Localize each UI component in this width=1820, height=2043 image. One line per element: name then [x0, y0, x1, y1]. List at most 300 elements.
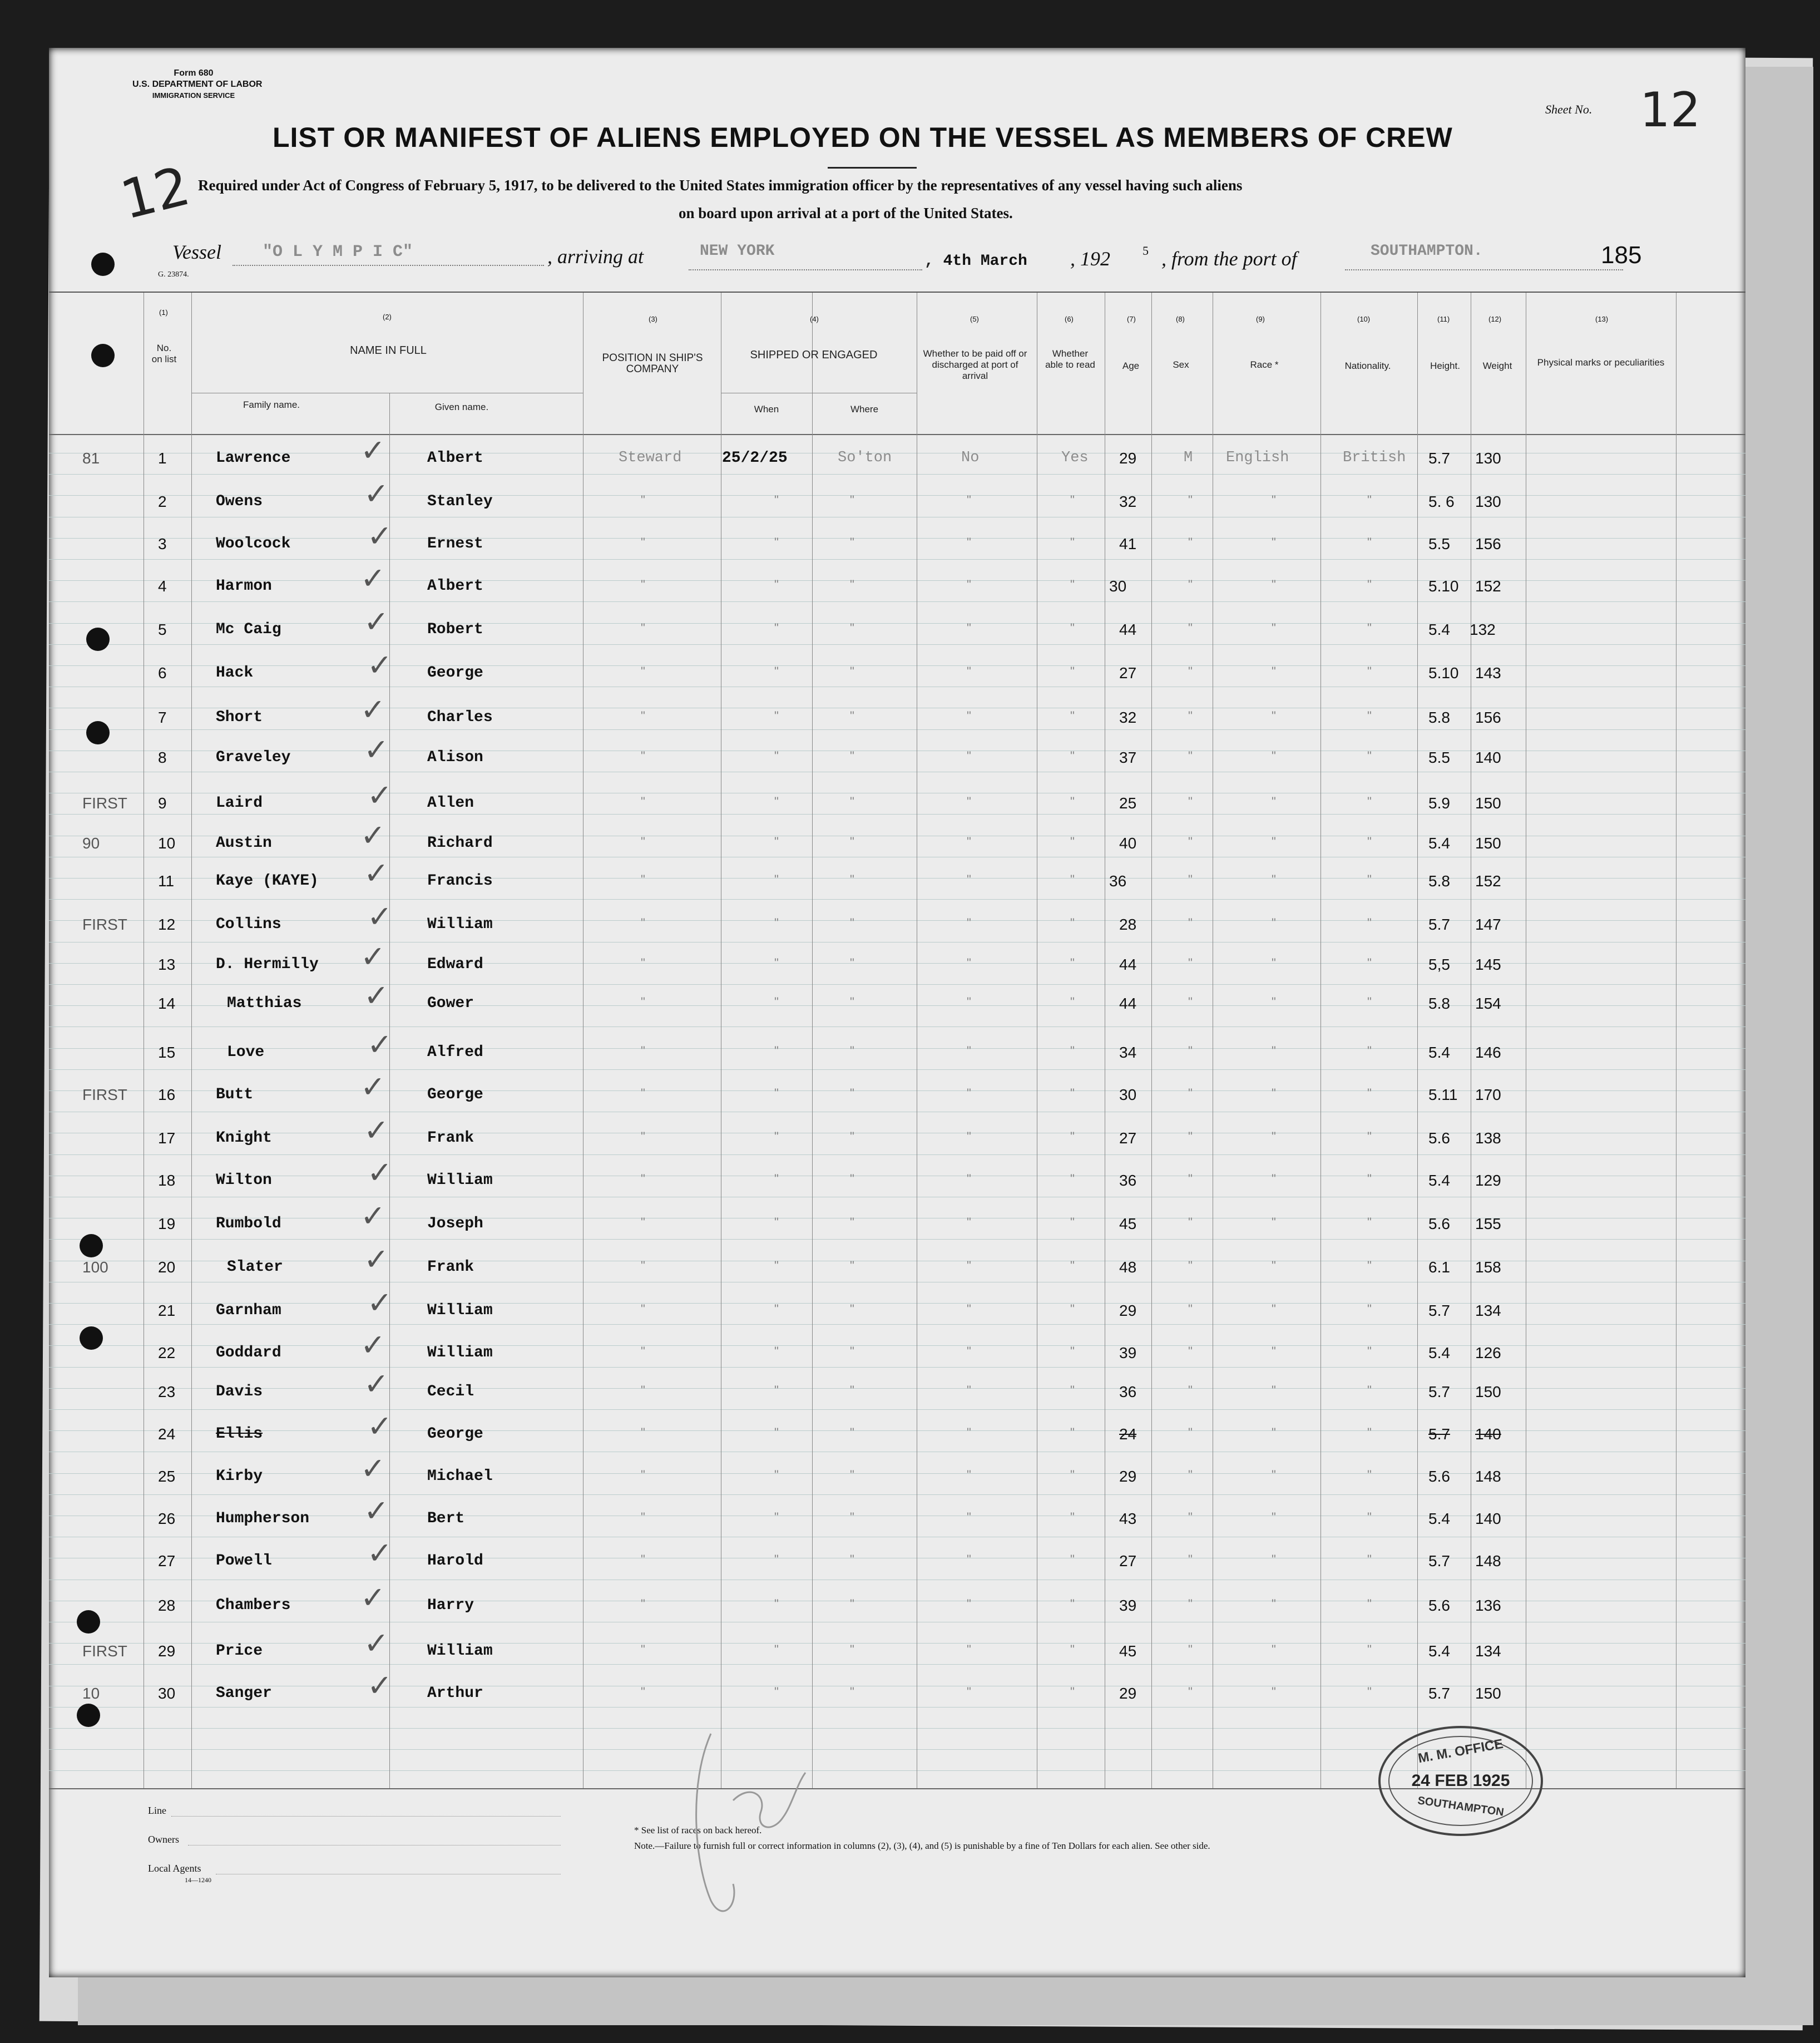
position-ditto: "	[641, 995, 645, 1009]
read-ditto: "	[1070, 1468, 1075, 1482]
table-row	[49, 561, 1745, 600]
table-row	[49, 604, 1745, 643]
given-name: Harry	[427, 1597, 474, 1614]
table-row	[49, 939, 1745, 978]
table-row	[49, 692, 1745, 731]
race-ditto: "	[1272, 794, 1276, 808]
nationality-ditto: "	[1367, 621, 1372, 635]
race-ditto: "	[1272, 1510, 1276, 1524]
col7-label: Age	[1122, 361, 1140, 371]
race-ditto: "	[1272, 1086, 1276, 1100]
check-mark: ✓	[360, 1451, 386, 1486]
height: 5.9	[1428, 794, 1450, 812]
sex-ditto: "	[1188, 1215, 1193, 1229]
col9-number: (9)	[1256, 315, 1265, 323]
nationality-ditto: "	[1367, 1383, 1372, 1397]
height: 5.4	[1428, 1642, 1450, 1660]
check-mark: ✓	[364, 978, 389, 1013]
race-ditto: "	[1272, 1597, 1276, 1611]
read-ditto: "	[1070, 1552, 1075, 1566]
when-ditto: "	[774, 1383, 779, 1397]
position-ditto: "	[641, 835, 645, 848]
family-name: Short	[216, 709, 263, 726]
row-number: 11	[158, 872, 175, 890]
nationality-ditto: "	[1367, 835, 1372, 848]
row-number: 7	[158, 709, 167, 726]
age: 30	[1119, 1086, 1137, 1103]
age: 32	[1119, 493, 1137, 510]
nationality-ditto: "	[1367, 794, 1372, 808]
family-name: Wilton	[216, 1172, 272, 1189]
check-mark: ✓	[364, 732, 389, 767]
read-ditto: "	[1070, 1044, 1075, 1058]
given-name: George	[427, 1425, 483, 1443]
read-ditto: "	[1070, 621, 1075, 635]
table-row	[49, 1027, 1745, 1066]
height: 5.7	[1428, 1685, 1450, 1702]
paid-off-ditto: "	[967, 1086, 971, 1100]
position-ditto: "	[641, 1086, 645, 1100]
read-ditto: "	[1070, 578, 1075, 591]
nationality-ditto: "	[1367, 1044, 1372, 1058]
age: 27	[1119, 664, 1137, 682]
position-ditto: "	[641, 1552, 645, 1566]
given-name: Ernest	[427, 535, 483, 552]
family-name: Woolcock	[216, 535, 291, 552]
check-mark: ✓	[360, 818, 386, 853]
paid-off-ditto: "	[967, 1425, 971, 1439]
height: 5.6	[1428, 1468, 1450, 1485]
binder-hole	[80, 1234, 103, 1257]
when-ditto: "	[774, 794, 779, 808]
check-mark: ✓	[367, 778, 393, 813]
margin-annotation: FIRST	[82, 916, 127, 933]
race-ditto: "	[1272, 1302, 1276, 1316]
read-ditto: "	[1070, 1215, 1075, 1229]
sex-ditto: "	[1188, 1425, 1193, 1439]
when-ditto: "	[774, 916, 779, 930]
col4-when-label: When	[754, 404, 779, 414]
table-row	[49, 1328, 1745, 1366]
form-code: G. 23874.	[158, 270, 189, 279]
table-row	[49, 648, 1745, 687]
position-ditto: "	[641, 1425, 645, 1439]
col5-number: (5)	[970, 315, 979, 323]
when-ditto: "	[774, 493, 779, 507]
when-ditto: "	[774, 1215, 779, 1229]
where-ditto: "	[850, 1086, 854, 1100]
year-suffix: 5	[1143, 244, 1149, 258]
age: 34	[1119, 1044, 1137, 1061]
when-ditto: "	[774, 1086, 779, 1100]
col10-number: (10)	[1357, 315, 1371, 323]
when-ditto: "	[774, 1172, 779, 1186]
sex: M	[1184, 450, 1193, 466]
weight: 140	[1475, 1425, 1501, 1443]
row-number: 24	[158, 1425, 176, 1443]
height: 5.4	[1428, 1172, 1450, 1189]
read-ditto: "	[1070, 995, 1075, 1009]
race-ditto: "	[1272, 835, 1276, 848]
check-mark: ✓	[360, 939, 386, 974]
read-ditto: "	[1070, 1383, 1075, 1397]
where-ditto: "	[850, 1468, 854, 1482]
where-ditto: "	[850, 493, 854, 507]
age: 24	[1119, 1425, 1137, 1443]
col11-number: (11)	[1437, 315, 1450, 323]
nationality-ditto: "	[1367, 1129, 1372, 1143]
title-underline	[828, 167, 917, 169]
col12-number: (12)	[1488, 315, 1502, 323]
table-row	[49, 433, 1745, 472]
where-ditto: "	[850, 835, 854, 848]
check-mark: ✓	[364, 1366, 389, 1402]
col5-label: Whether to be paid off or discharged at port of arrival	[923, 348, 1027, 381]
table-row	[49, 1113, 1745, 1152]
given-name: Francis	[427, 872, 493, 890]
col7-number: (7)	[1127, 315, 1136, 323]
given-name: Allen	[427, 794, 474, 812]
row-number: 9	[158, 794, 167, 812]
sheet-no-value: 12	[1640, 82, 1701, 138]
paid-off-ditto: "	[967, 916, 971, 930]
family-name: Garnham	[216, 1302, 281, 1319]
from-label: , from the port of	[1161, 248, 1297, 270]
sex-ditto: "	[1188, 1086, 1193, 1100]
col2-number: (2)	[383, 313, 392, 321]
where-ditto: "	[850, 578, 854, 591]
position-ditto: "	[641, 1597, 645, 1611]
row-number: 2	[158, 493, 167, 510]
position-ditto: "	[641, 1129, 645, 1143]
paid-off-ditto: "	[967, 1642, 971, 1656]
row-number: 14	[158, 995, 176, 1012]
where-ditto: "	[850, 1044, 854, 1058]
sex-ditto: "	[1188, 1259, 1193, 1272]
form-header	[132, 68, 263, 101]
weight: 147	[1475, 916, 1501, 933]
sex-ditto: "	[1188, 1383, 1193, 1397]
when-ditto: "	[774, 1685, 779, 1699]
read-ditto: "	[1070, 664, 1075, 678]
family-name: Laird	[216, 794, 263, 812]
row-number: 15	[158, 1044, 176, 1061]
binder-hole	[77, 1704, 100, 1727]
row-number: 26	[158, 1510, 176, 1527]
row-number: 12	[158, 916, 176, 933]
corner-handwritten-number: 12	[115, 154, 196, 232]
nationality-ditto: "	[1367, 493, 1372, 507]
col4-where-label: Where	[850, 404, 879, 414]
agents-label: Local Agents	[148, 1863, 201, 1874]
check-mark: ✓	[360, 1328, 386, 1363]
handwritten-signature	[677, 1717, 817, 1928]
sex-ditto: "	[1188, 1685, 1193, 1699]
where-ditto: "	[850, 916, 854, 930]
binder-hole	[91, 253, 115, 276]
arriving-port-rule	[689, 269, 922, 270]
paid-off-ditto: "	[967, 995, 971, 1009]
read-ditto: "	[1070, 872, 1075, 886]
sex-ditto: "	[1188, 1172, 1193, 1186]
line-label: Line	[148, 1805, 166, 1816]
check-mark: ✓	[360, 1069, 386, 1104]
family-name: Owens	[216, 493, 263, 510]
row-number: 8	[158, 749, 167, 766]
nationality-ditto: "	[1367, 995, 1372, 1009]
margin-annotation: FIRST	[82, 1086, 127, 1103]
ruled-line	[49, 559, 1745, 560]
row-number: 23	[158, 1383, 176, 1400]
col2-label: NAME IN FULL	[350, 344, 427, 357]
height: 5.11	[1428, 1086, 1458, 1103]
nationality-ditto: "	[1367, 1642, 1372, 1656]
paid-off-ditto: "	[967, 749, 971, 763]
sex-ditto: "	[1188, 1044, 1193, 1058]
ruled-line	[49, 1409, 1745, 1410]
family-name: Ellis	[216, 1425, 263, 1443]
family-name: Kaye (KAYE)	[216, 872, 319, 890]
when-ditto: "	[774, 621, 779, 635]
where-ditto: "	[850, 1642, 854, 1656]
paid-off-ditto: "	[967, 1259, 971, 1272]
read-ditto: "	[1070, 835, 1075, 848]
check-mark: ✓	[367, 648, 393, 683]
check-mark: ✓	[367, 1155, 393, 1190]
col3-label: POSITION IN SHIP'S COMPANY	[602, 352, 703, 375]
sex-ditto: "	[1188, 621, 1193, 635]
race-ditto: "	[1272, 493, 1276, 507]
ruled-line	[49, 644, 1745, 645]
age: 27	[1119, 1552, 1137, 1570]
check-mark: ✓	[367, 1285, 393, 1320]
position-ditto: "	[641, 1642, 645, 1656]
vessel-name: "O L Y M P I C"	[263, 243, 413, 261]
position-ditto: "	[641, 1344, 645, 1358]
age: 48	[1119, 1259, 1137, 1276]
weight: 130	[1475, 450, 1501, 467]
arrival-date: , 4th March	[924, 253, 1027, 270]
check-mark: ✓	[364, 604, 389, 639]
family-name: Sanger	[216, 1685, 272, 1702]
weight: 126	[1475, 1344, 1501, 1361]
age: 44	[1119, 621, 1137, 638]
read-ditto: "	[1070, 493, 1075, 507]
given-name: Alison	[427, 749, 483, 766]
nationality-ditto: "	[1367, 535, 1372, 549]
paid-off-ditto: "	[967, 621, 971, 635]
weight: 130	[1475, 493, 1501, 510]
table-row	[49, 778, 1745, 817]
when-ditto: "	[774, 1129, 779, 1143]
margin-annotation: FIRST	[82, 794, 127, 812]
where-ditto: "	[850, 621, 854, 635]
shipped-when: 25/2/25	[722, 450, 788, 467]
nationality-ditto: "	[1367, 1468, 1372, 1482]
ruled-line	[49, 1728, 1745, 1729]
weight: 140	[1475, 749, 1501, 766]
col2-given-label: Given name.	[434, 402, 489, 412]
paid-off-ditto: "	[967, 1344, 971, 1358]
subtitle-line-1: Required under Act of Congress of February 5, 1917, to be delivered to the United States immigration officer by the representatives of any vessel having such aliens	[198, 177, 1243, 194]
weight: 148	[1475, 1468, 1501, 1485]
col13-label: Physical marks or peculiarities	[1537, 357, 1665, 368]
binder-hole	[77, 1610, 100, 1634]
height: 5.4	[1428, 1044, 1450, 1061]
paid-off-ditto: "	[967, 664, 971, 678]
nationality-ditto: "	[1367, 1425, 1372, 1439]
nationality: British	[1343, 450, 1406, 466]
age: 29	[1119, 1685, 1137, 1702]
check-mark: ✓	[364, 1626, 389, 1661]
row-number: 6	[158, 664, 167, 682]
age: 44	[1119, 995, 1137, 1012]
ruled-line	[49, 1367, 1745, 1368]
weight: 148	[1475, 1552, 1501, 1570]
weight: 158	[1475, 1259, 1501, 1276]
check-mark: ✓	[364, 476, 389, 511]
height: 5.4	[1428, 835, 1450, 852]
race-ditto: "	[1272, 1552, 1276, 1566]
nationality-ditto: "	[1367, 749, 1372, 763]
paid-off-ditto: "	[967, 578, 971, 591]
table-row	[49, 1536, 1745, 1575]
owners-label: Owners	[148, 1834, 179, 1845]
height: 6.1	[1428, 1259, 1450, 1276]
weight: 143	[1475, 664, 1501, 682]
weight: 138	[1475, 1129, 1501, 1147]
height: 5.7	[1428, 1552, 1450, 1570]
when-ditto: "	[774, 709, 779, 723]
where-ditto: "	[850, 956, 854, 970]
where-ditto: "	[850, 1552, 854, 1566]
col8-number: (8)	[1176, 315, 1185, 323]
table-row	[49, 1451, 1745, 1490]
row-number: 18	[158, 1172, 176, 1189]
family-name: Love	[227, 1044, 265, 1061]
col13-number: (13)	[1595, 315, 1609, 323]
binder-hole	[86, 721, 110, 744]
department-name: U.S. DEPARTMENT OF LABOR	[132, 80, 263, 89]
sex-ditto: "	[1188, 578, 1193, 591]
where-ditto: "	[850, 1685, 854, 1699]
where-ditto: "	[850, 749, 854, 763]
position-ditto: "	[641, 1302, 645, 1316]
weight: 150	[1475, 1685, 1501, 1702]
where-ditto: "	[850, 1259, 854, 1272]
table-row	[49, 732, 1745, 771]
row-number: 13	[158, 956, 176, 973]
paid-off-ditto: "	[967, 1215, 971, 1229]
position-ditto: "	[641, 956, 645, 970]
position-ditto: "	[641, 916, 645, 930]
family-name: Humpherson	[216, 1510, 310, 1527]
age: 28	[1119, 916, 1137, 933]
races-note: * See list of races on back hereof.	[634, 1825, 762, 1835]
row-number: 29	[158, 1642, 176, 1660]
sex-ditto: "	[1188, 872, 1193, 886]
given-name: Richard	[427, 835, 493, 852]
sex-ditto: "	[1188, 493, 1193, 507]
row-number: 3	[158, 535, 167, 552]
family-name: Hack	[216, 664, 254, 682]
col4-label: SHIPPED OR ENGAGED	[750, 349, 878, 361]
age: 36	[1119, 1383, 1137, 1400]
where-ditto: "	[850, 794, 854, 808]
race-ditto: "	[1272, 1685, 1276, 1699]
given-name: Charles	[427, 709, 493, 726]
read-ditto: "	[1070, 956, 1075, 970]
sex-ditto: "	[1188, 916, 1193, 930]
col11-label: Height.	[1430, 361, 1460, 371]
given-name: William	[427, 1172, 493, 1189]
paid-off-ditto: "	[967, 709, 971, 723]
nationality-ditto: "	[1367, 872, 1372, 886]
height: 5.7	[1428, 1383, 1450, 1400]
sex-ditto: "	[1188, 1642, 1193, 1656]
row-number: 27	[158, 1552, 176, 1570]
sex-ditto: "	[1188, 1510, 1193, 1524]
sex-ditto: "	[1188, 664, 1193, 678]
race-ditto: "	[1272, 872, 1276, 886]
ruled-line	[49, 899, 1745, 900]
age: 39	[1119, 1597, 1137, 1614]
nationality-ditto: "	[1367, 1344, 1372, 1358]
when-ditto: "	[774, 535, 779, 549]
check-mark: ✓	[367, 519, 393, 554]
subtitle-line-2: on board upon arrival at a port of the United States.	[679, 205, 1013, 221]
where-ditto: "	[850, 1172, 854, 1186]
sex-ditto: "	[1188, 535, 1193, 549]
when-ditto: "	[774, 1044, 779, 1058]
vessel-name-rule	[233, 265, 544, 266]
table-row	[49, 1366, 1745, 1405]
margin-annotation: 81	[82, 450, 100, 467]
paid-off-ditto: "	[967, 835, 971, 848]
binder-hole	[86, 628, 110, 651]
weight: 170	[1475, 1086, 1501, 1103]
height: 5.8	[1428, 872, 1450, 890]
row-number: 10	[158, 835, 176, 852]
height: 5.7	[1428, 1302, 1450, 1319]
col3-number: (3)	[649, 315, 657, 323]
col8-label: Sex	[1173, 359, 1189, 370]
sex-ditto: "	[1188, 794, 1193, 808]
family-name: Collins	[216, 916, 281, 933]
where-ditto: "	[850, 1129, 854, 1143]
position-ditto: "	[641, 1259, 645, 1272]
check-mark: ✓	[364, 1493, 389, 1528]
page-title: LIST OR MANIFEST OF ALIENS EMPLOYED ON THE VESSEL AS MEMBERS OF CREW	[273, 122, 1453, 153]
nationality-ditto: "	[1367, 709, 1372, 723]
row-number: 17	[158, 1129, 176, 1147]
when-ditto: "	[774, 1344, 779, 1358]
stamp-office: M. M. OFFICE	[1417, 1736, 1505, 1766]
weight: 150	[1475, 1383, 1501, 1400]
when-ditto: "	[774, 1510, 779, 1524]
nationality-ditto: "	[1367, 1597, 1372, 1611]
check-mark: ✓	[360, 692, 386, 727]
given-name: Joseph	[427, 1215, 483, 1232]
height: 5.6	[1428, 1597, 1450, 1614]
paid-off-ditto: "	[967, 1685, 971, 1699]
check-mark: ✓	[367, 1668, 393, 1703]
sex-ditto: "	[1188, 1597, 1193, 1611]
where-ditto: "	[850, 1215, 854, 1229]
table-row	[49, 818, 1745, 857]
when-ditto: "	[774, 835, 779, 848]
row-number: 30	[158, 1685, 176, 1702]
